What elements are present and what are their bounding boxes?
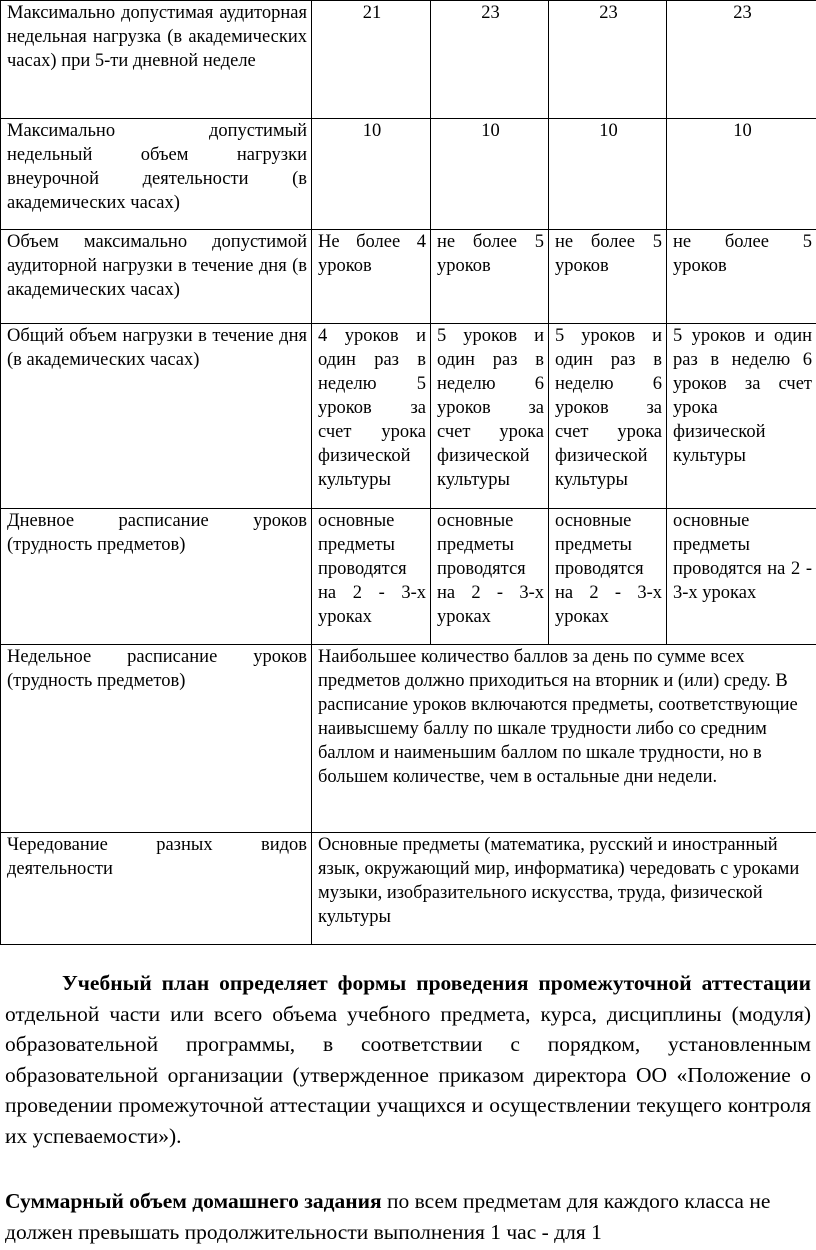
- row-label: Объем максимально допустимой аудиторной нагрузки в течение дня (в академических часах): [1, 230, 312, 324]
- table-row: [1, 1, 816, 119]
- value-cell: 23: [431, 1, 549, 119]
- value-cell: 10: [312, 119, 431, 230]
- value-cell: основные предметы проводятся на 2 - 3-х уроках: [549, 509, 667, 645]
- value-cell: не более 5 уроков: [667, 230, 816, 324]
- row-label: Чередование разных видов деятельности: [1, 833, 312, 945]
- value-cell: 23: [549, 1, 667, 119]
- value-cell: 5 уроков и один раз в неделю 6 уроков за счет урока физической культуры: [431, 324, 549, 509]
- paragraph-bold-lead: Суммарный объем домашнего задания: [5, 1189, 382, 1213]
- paragraph-bold-lead: Учебный план определяет формы проведения промежуточной аттестации: [62, 971, 811, 995]
- value-cell: основные предметы проводятся на 2 - 3-х уроках: [312, 509, 431, 645]
- paragraph-body: отдельной части или всего объема учебного предмета, курса, дисциплины (модуля) образовательной программы, в соответствии с порядком, установленным образовательной организации (утвержденное приказом директора ОО «Положение о проведении промежуточной аттестации учащихся и осуществлении текущего контроля их успеваемости»).: [5, 1001, 811, 1148]
- row-label: Общий объем нагрузки в течение дня (в академических часах): [1, 324, 312, 509]
- value-cell: 10: [667, 119, 816, 230]
- value-cell: 5 уроков и один раз в неделю 6 уроков за счет урока физической культуры: [667, 324, 816, 509]
- merged-cell: Основные предметы (математика, русский и иностранный язык, окружающий мир, информатика) чередовать с уроками музыки, изобразительного искусства, труда, физической культуры: [312, 833, 816, 945]
- value-cell: основные предметы проводятся на 2 - 3-х уроках: [667, 509, 816, 645]
- value-cell: 10: [549, 119, 667, 230]
- paragraph-body: по всем предметам для каждого класса не должен превышать продолжительности выполнения 1 час - для 1: [5, 1189, 771, 1244]
- value-cell: 4 уроков и один раз в неделю 5 уроков за счет урока физической культуры: [312, 324, 431, 509]
- value-cell: 10: [431, 119, 549, 230]
- row-label: Максимально допустимая аудиторная недельная нагрузка (в академических часах) при 5-ти дневной неделе: [1, 1, 312, 119]
- row-label: Максимально допустимый недельный объем нагрузки внеурочной деятельности (в академических часах): [1, 119, 312, 230]
- table-row: [1, 230, 816, 324]
- value-cell: основные предметы проводятся на 2 - 3-х уроках: [431, 509, 549, 645]
- row-label: Дневное расписание уроков (трудность предметов): [1, 509, 312, 645]
- value-cell: 21: [312, 1, 431, 119]
- value-cell: Не более 4 уроков: [312, 230, 431, 324]
- value-cell: не более 5 уроков: [431, 230, 549, 324]
- paragraph-intermediate-attestation: [5, 968, 811, 1151]
- table-row: [1, 833, 816, 945]
- table-row: [1, 509, 816, 645]
- value-cell: 23: [667, 1, 816, 119]
- value-cell: не более 5 уроков: [549, 230, 667, 324]
- table-row: [1, 324, 816, 509]
- table-row: [1, 645, 816, 833]
- value-cell: 5 уроков и один раз в неделю 6 уроков за счет урока физической культуры: [549, 324, 667, 509]
- row-label: Недельное расписание уроков (трудность предметов): [1, 645, 312, 833]
- merged-cell: Наибольшее количество баллов за день по сумме всех предметов должно приходиться на вторник и (или) среду. В расписание уроков включаются предметы, соответствующие наивысшему баллу по шкале трудности либо со средним баллом и наименьшим баллом по шкале трудности, но в большем количестве, чем в остальные дни недели.: [312, 645, 816, 833]
- table-row: [1, 119, 816, 230]
- paragraph-homework: [5, 1186, 811, 1247]
